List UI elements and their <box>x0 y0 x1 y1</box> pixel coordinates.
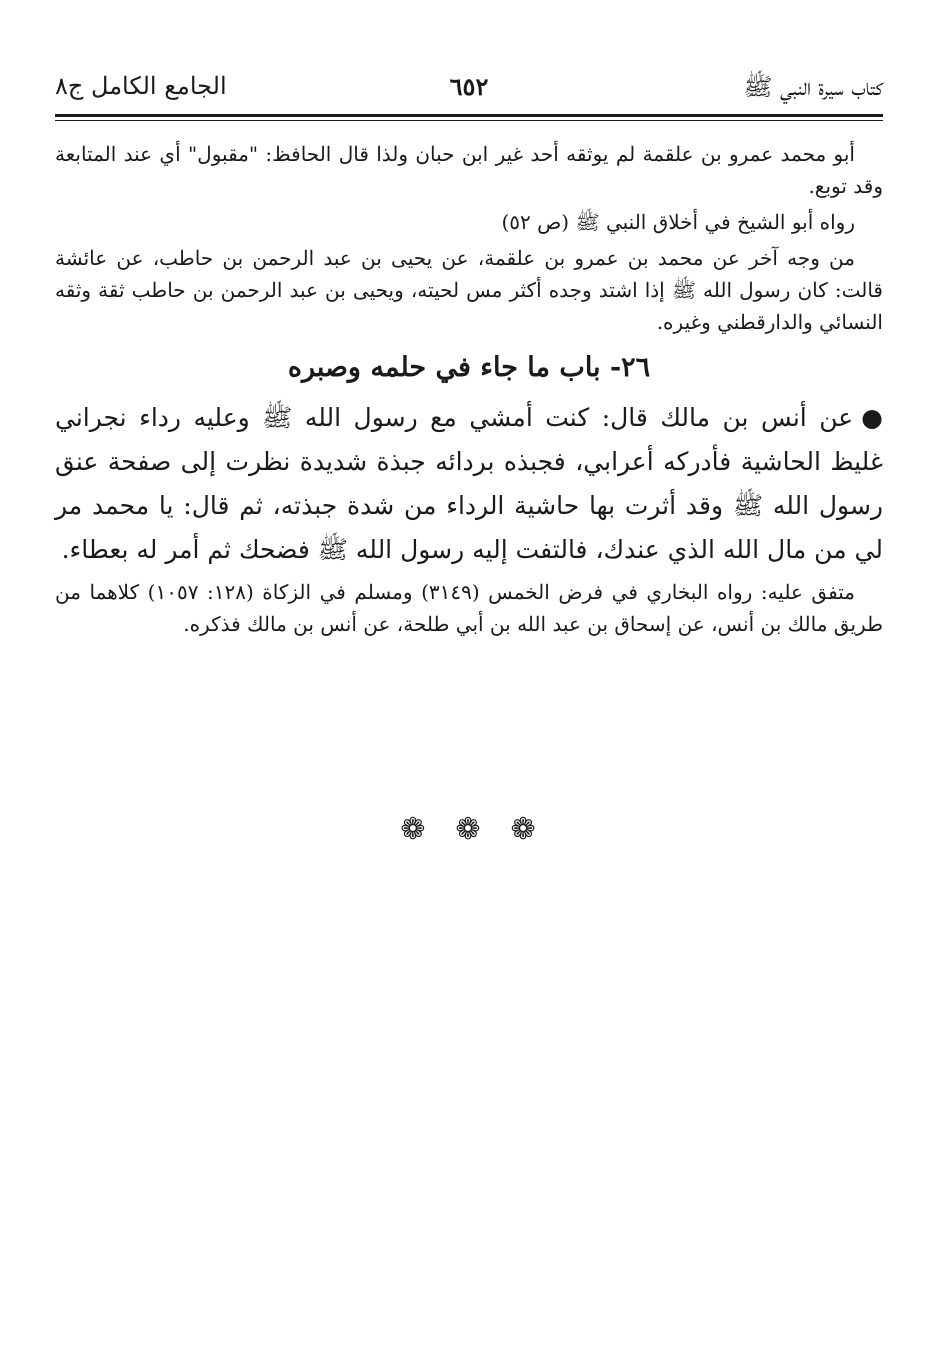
section-end-ornaments: ❁❁❁ <box>400 812 566 847</box>
bullet-icon: ● <box>861 403 883 432</box>
takhrij-paragraph: متفق عليه: رواه البخاري في فرض الخمس (٣١٤٩) ومسلم في الزكاة (١٢٨: ١٠٥٧) كلاهما من طريق مالك بن أنس، عن إسحاق بن عبد الله بن أبي طلحة، عن أنس بن مالك فذكره. <box>55 580 883 636</box>
book-title: كتاب سيرة النبي ﷺ <box>743 73 883 101</box>
header-rule-thick <box>55 114 883 117</box>
hadith-text: عن أنس بن مالك قال: كنت أمشي مع رسول الله ﷺ وعليه رداء نجراني غليظ الحاشية فأدركه أعرابي، فجبذه بردائه جبذة شديدة نظرت إلى صفحة عنق رسول الله ﷺ وقد أثرت بها حاشية الرداء من شدة جبذته، ثم قال: يا محمد مر لي من مال الله الذي عندك، فالتفت إليه رسول الله ﷺ فضحك ثم أمر له بعطاء. <box>55 403 883 564</box>
hadith-paragraph <box>55 396 883 572</box>
page-number: ٦٥٢ <box>449 72 489 101</box>
volume-title: الجامع الكامل ج٨ <box>55 72 227 100</box>
footnote-paragraph-2: رواه أبو الشيخ في أخلاق النبي ﷺ (ص ٥٢) <box>501 210 855 234</box>
header-rule-thin <box>55 120 883 121</box>
footnote-paragraph-1: أبو محمد عمرو بن علقمة لم يوثقه أحد غير ابن حبان ولذا قال الحافظ: "مقبول" أي عند المتابعة وقد توبع. <box>55 142 883 198</box>
footnote-paragraph-3: من وجه آخر عن محمد بن عمرو بن علقمة، عن يحيى بن عبد الرحمن بن حاطب، عن عائشة قالت: كان رسول الله ﷺ إذا اشتد وجده أكثر مس لحيته، ويحيى بن عبد الرحمن بن حاطب ثقة وثقه النسائي والدارقطني وغيره. <box>55 246 883 334</box>
page-header <box>55 70 883 110</box>
chapter-heading: ٢٦- باب ما جاء في حلمه وصبره <box>287 352 651 383</box>
page-content <box>55 138 883 640</box>
